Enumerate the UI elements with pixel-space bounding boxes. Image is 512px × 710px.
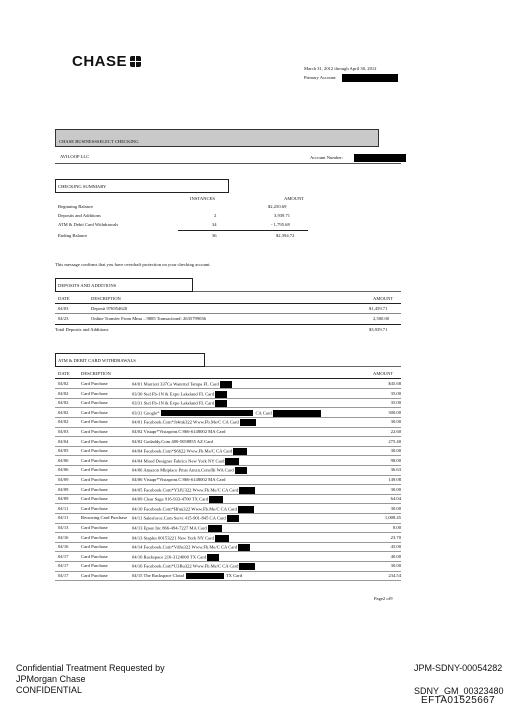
- redaction-block: [235, 467, 247, 474]
- company-name: AVILOOP LLC: [60, 154, 90, 159]
- redaction-block: [215, 400, 227, 407]
- row-description: [132, 419, 256, 426]
- summary-label: Ending Balance: [58, 233, 88, 238]
- row-date: 04/02: [58, 419, 69, 425]
- row-date: 04/23: [58, 316, 69, 321]
- row-date: 04/02: [58, 409, 69, 415]
- redaction-block: [342, 74, 398, 82]
- row-type: Card Purchase: [81, 525, 108, 530]
- row-amount: $45.68: [388, 381, 401, 386]
- checking-summary-header: [55, 179, 229, 193]
- summary-row: [55, 220, 401, 230]
- row-amount: 8.00: [392, 525, 401, 530]
- row-amount: 30.00: [390, 563, 401, 569]
- row-description: [132, 544, 250, 551]
- deposit-row: [55, 314, 401, 324]
- description-text: 03/31 Google*: [132, 410, 160, 416]
- total-amount: $3,939.71: [369, 327, 388, 332]
- bates-number-2: SDNY_GM_00323480: [414, 686, 504, 696]
- footer-left: [16, 663, 165, 696]
- summary-amount: $2,394.72: [276, 233, 295, 238]
- summary-label: ATM & Debit Card Withdrawals: [58, 222, 119, 227]
- col-instances: INSTANCES: [190, 196, 215, 201]
- row-description: [132, 448, 247, 455]
- account-number-label: Account Number:: [310, 155, 344, 161]
- jpmorgan-text: JPMorgan Chase: [16, 674, 86, 684]
- description-suffix: CA Card: [255, 410, 272, 416]
- row-description: [132, 410, 321, 417]
- deposits-total-row: [55, 325, 401, 335]
- row-description: [132, 563, 255, 570]
- row-type: Card Purchase: [81, 419, 108, 425]
- summary-amount: - 1,795.68: [271, 222, 290, 227]
- description-text: 04/04 Mood Designer Fabrics New York NY Card: [132, 458, 225, 464]
- row-description: [132, 381, 232, 388]
- row-type: Card Purchase: [81, 544, 108, 550]
- row-date: 04/03: [58, 306, 69, 311]
- row-date: 04/02: [58, 400, 69, 406]
- row-amount: 35.00: [390, 390, 401, 396]
- row-description: [132, 515, 239, 522]
- row-type: Card Purchase: [81, 534, 108, 540]
- redaction-block: [225, 458, 239, 465]
- row-type: Card Purchase: [81, 438, 108, 444]
- redaction-block: [220, 381, 232, 388]
- efta-number: EFTA01525667: [421, 695, 496, 706]
- row-date: 04/17: [58, 553, 69, 559]
- col-amount: AMOUNT: [373, 296, 394, 301]
- row-date: 04/13: [58, 525, 69, 530]
- col-date: DATE: [58, 296, 70, 301]
- description-text: 04/15 The Rackspace Cloud: [132, 573, 184, 579]
- row-amount: 40.00: [390, 553, 401, 559]
- redaction-block: [238, 544, 250, 551]
- statement-period: March 31, 2012 through April 30, 2012: [304, 66, 377, 71]
- row-amount: 30.00: [390, 505, 401, 511]
- row-type: Card Purchase: [81, 573, 108, 578]
- row-date: 04/17: [58, 563, 69, 569]
- confidential-treatment-text: Confidential Treatment Requested by: [16, 663, 165, 673]
- row-amount: 149.08: [388, 477, 401, 482]
- confidential-label: CONFIDENTIAL: [16, 685, 83, 695]
- row-amount: 98.00: [390, 457, 401, 463]
- row-type: Card Purchase: [81, 477, 108, 482]
- row-rule: [55, 580, 401, 581]
- row-type: Card Purchase: [81, 505, 108, 511]
- description-text: 04/01 Facebook.Com*Jt4mk322 Www.Fb.Me/C CA Card: [132, 419, 239, 425]
- description-text: 04/01 Marriott 337Ca Wanrmd Tampa FL Card: [132, 381, 219, 387]
- row-date: 04/06: [58, 467, 69, 473]
- summary-amount: $2,250.69: [268, 204, 287, 209]
- row-date: 04/11: [58, 515, 69, 521]
- section-rule: [193, 291, 401, 292]
- description-text: 04/05 Facebook.Com*Y3JU322 Www.Fb.Me/C CA Card: [132, 487, 239, 493]
- checking-summary-title: CHECKING SUMMARY: [58, 184, 107, 189]
- redaction-block: [227, 515, 239, 522]
- description-text: 04/02 Godaddy.Com 480-5058855 AZ Card: [132, 438, 213, 444]
- description-text: 04/14 Facebook.Com*Vdhs322 Www.Fb.Me/C CA Card: [132, 544, 238, 550]
- row-amount: 275.40: [388, 438, 401, 444]
- row-description: [132, 477, 225, 483]
- summary-instances: 36: [212, 233, 217, 238]
- row-type: Card Purchase: [81, 381, 108, 386]
- primary-account-label: Primary Account:: [304, 75, 337, 81]
- redaction-block: [215, 391, 227, 398]
- row-amount: 300.00: [388, 409, 401, 415]
- bates-number-1: JPM-SDNY-00054282: [414, 663, 503, 673]
- row-date: 04/16: [58, 544, 69, 550]
- col-date: DATE: [58, 371, 70, 376]
- row-amount: 36.63: [390, 467, 401, 473]
- description-text: 04/11 Salesforce.Com Servi 415-901-845 CA Card: [132, 515, 226, 521]
- description-text: 04/13 Staples 00153221 New York NY Card: [132, 535, 214, 541]
- row-description: Deposit 976954620: [91, 306, 128, 311]
- row-type: Card Purchase: [81, 429, 108, 434]
- row-type: Card Purchase: [81, 486, 108, 492]
- summary-instances: 34: [212, 222, 217, 227]
- summary-amount: 3,939.71: [274, 213, 291, 218]
- description-text: 04/16 Facebook.Com*U3Bu322 Www.Fb.Me/C CA Card: [132, 563, 239, 569]
- account-number-row: [310, 154, 406, 162]
- total-label: Total Deposits and Additions: [55, 327, 109, 332]
- row-date: 04/04: [58, 438, 69, 444]
- row-description: [132, 573, 242, 579]
- row-type: Card Purchase: [81, 563, 108, 569]
- row-description: [132, 554, 219, 561]
- redaction-block: [186, 573, 224, 579]
- row-date: 04/11: [58, 505, 69, 511]
- row-amount: 22.60: [390, 429, 401, 434]
- row-type: Recurring Card Purchase: [81, 515, 128, 521]
- page-number: Page2 of9: [374, 596, 393, 601]
- summary-row: [55, 231, 401, 241]
- summary-label: Deposits and Additions: [58, 213, 101, 218]
- row-amount: 30.00: [390, 448, 401, 454]
- description-text: 04/06 Amazon Mktplace Pmts Amzn.Com/Bi WA Card: [132, 467, 234, 473]
- row-date: 04/09: [58, 486, 69, 492]
- row-date: 04/16: [58, 534, 69, 540]
- row-date: 04/03: [58, 429, 69, 434]
- row-amount: 234.54: [388, 573, 401, 578]
- col-description: DESCRIPTION: [81, 371, 111, 376]
- row-description: [132, 400, 227, 407]
- overdraft-note: This message confirms that you have overdraft protection on your checking account.: [55, 262, 211, 267]
- deposits-header: [55, 278, 193, 292]
- row-type: Card Purchase: [81, 496, 108, 502]
- row-type: Card Purchase: [81, 467, 108, 473]
- deposits-title: DEPOSITS AND ADDITIONS: [58, 283, 117, 288]
- account-header-box: [55, 129, 379, 147]
- row-amount: 1,008.45: [384, 515, 401, 521]
- row-description: [132, 496, 223, 503]
- redaction-block: [273, 410, 321, 417]
- row-date: 04/02: [58, 390, 69, 396]
- row-amount: 64.04: [390, 496, 401, 502]
- row-date: 04/09: [58, 477, 69, 482]
- row-description: [132, 535, 229, 542]
- row-type: Card Purchase: [81, 448, 108, 454]
- redaction-block: [239, 487, 255, 494]
- redaction-block: [215, 535, 229, 542]
- col-amount: AMOUNT: [373, 371, 394, 376]
- summary-instances: 2: [214, 213, 217, 218]
- account-type-title: CHASE BUSINESSSELECT CHECKING: [59, 139, 139, 144]
- section-rule: [205, 366, 401, 367]
- row-amount: 30.00: [390, 486, 401, 492]
- summary-label: Beginning Balance: [58, 204, 94, 209]
- redaction-block: [240, 419, 256, 426]
- redaction-block: [239, 563, 255, 570]
- row-description: [132, 439, 213, 445]
- redaction-block: [208, 525, 222, 532]
- row-description: [132, 391, 227, 398]
- row-amount: 30.00: [390, 419, 401, 425]
- redaction-block: [161, 410, 253, 416]
- row-amount: 23.70: [390, 534, 401, 540]
- row-description: [132, 458, 239, 465]
- row-description: [132, 525, 222, 532]
- description-text: 04/09 Clear Sage 916-933-4700 TX Card: [132, 496, 209, 502]
- redaction-block: [209, 496, 223, 503]
- atm-withdrawals-title: ATM & DEBIT CARD WITHDRAWALS: [58, 358, 136, 363]
- row-amount: 35.00: [390, 400, 401, 406]
- row-date: 04/06: [58, 457, 69, 463]
- row-amount: 2,500.00: [373, 316, 390, 321]
- description-text: 04/06 Vistapr*Vistaprint.C 866-6148002 MA Card: [132, 477, 226, 482]
- logo-text: CHASE: [72, 53, 128, 70]
- row-date: 04/05: [58, 448, 69, 454]
- row-description: Online Transfer From Mma ...9885 Transaction#: 2635799036: [91, 316, 206, 321]
- row-amount: $1,459.71: [369, 306, 388, 311]
- description-text: 04/10 Facebook.Com*Hfuu322 Www.Fb.Me/C CA Card: [132, 506, 237, 512]
- row-description: [132, 506, 254, 513]
- row-amount: 45.00: [390, 544, 401, 550]
- description-text: 04/02 Vistapr*Vistaprint.C 866-6148002 MA Card: [132, 429, 226, 434]
- redaction-block: [233, 448, 247, 455]
- row-date: 04/02: [58, 381, 69, 386]
- description-text: 03/31 Stel Fb-1N & Expo Lakeland FL Card: [132, 400, 215, 406]
- row-type: Card Purchase: [81, 409, 108, 415]
- redaction-block: [207, 554, 219, 561]
- description-text: 04/13 Epsar Inc 866-494-7227 MA Card: [132, 525, 207, 531]
- col-amount: AMOUNT: [284, 196, 305, 201]
- atm-withdrawals-header: [55, 353, 205, 367]
- row-description: [132, 467, 247, 474]
- chase-logo: [72, 53, 141, 70]
- row-type: Card Purchase: [81, 390, 108, 396]
- divider: [55, 163, 401, 164]
- octagon-logo-icon: [130, 56, 141, 67]
- row-type: Card Purchase: [81, 553, 108, 559]
- row-type: Card Purchase: [81, 457, 108, 463]
- row-description: [132, 429, 225, 435]
- row-description: [132, 487, 255, 494]
- redaction-block: [238, 506, 254, 513]
- description-suffix: TX Card: [225, 573, 243, 579]
- redaction-block: [354, 154, 406, 162]
- col-description: DESCRIPTION: [91, 296, 121, 301]
- row-date: 04/09: [58, 496, 69, 502]
- description-text: 04/04 Facebook.Com*S6622 Www.Fb.Me/C CA Card: [132, 448, 233, 454]
- primary-account-row: [304, 74, 398, 82]
- row-type: Card Purchase: [81, 400, 108, 406]
- row-date: 04/17: [58, 573, 69, 578]
- description-text: 04/16 Rackspace 210-3124000 TX Card: [132, 554, 207, 560]
- description-text: 03/30 Stel Fb-1N & Expo Lakeland FL Card: [132, 391, 215, 397]
